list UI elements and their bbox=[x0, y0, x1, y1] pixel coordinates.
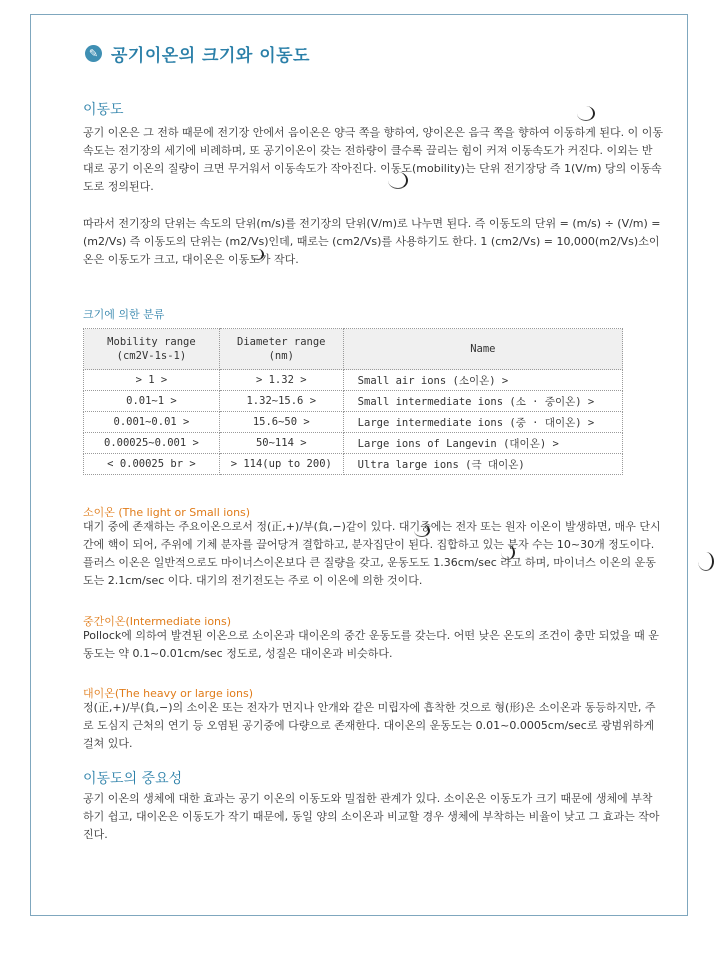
pen-circle-icon: ✎ bbox=[85, 45, 102, 62]
scribble-mark bbox=[414, 524, 430, 537]
cell-name: Small intermediate ions (소 · 중이온) > bbox=[343, 391, 622, 412]
cell-mobility: 0.00025~0.001 > bbox=[84, 433, 220, 454]
header-diameter-range: Diameter range (nm) bbox=[219, 329, 343, 370]
large-ions-text: 정(正,+)/부(負,−)의 소이온 또는 전자가 먼지나 안개와 같은 미립자에 흡착한 것으로 형(形)은 소이온과 동등하지만, 주로 도심지 근처의 연기 등 오염된 공기중에 다량으로 존재한다. 대이온의 운동도는 0.01~0.0005cm/sec로 광범위하게 걸쳐 있다. bbox=[83, 701, 656, 750]
mobility-paragraph-2: 따라서 전기장의 단위는 속도의 단위(m/s)를 전기장의 단위(V/m)로 나누면 된다. 즉 이동도의 단위 = (m/s) ÷ (V/m) = (m2/Vs) 즉 이동도의 단위는 (m2/Vs)인데, 때로는 (cm2/Vs)를 사용하기도 한다. 1 (cm2/Vs) = 10,000(m2/Vs)소이온은 이동도가 크고, 대이온은 이동도가 작다. bbox=[83, 217, 661, 266]
table-header-row bbox=[84, 329, 623, 370]
cell-diameter: > 1.32 > bbox=[219, 370, 343, 391]
page-title: 공기이온의 크기와 이동도 bbox=[111, 46, 310, 66]
cell-mobility: 0.001~0.01 > bbox=[84, 412, 220, 433]
cell-mobility: < 0.00025 br > bbox=[84, 454, 220, 475]
importance-section-title: 이동도의 중요성 bbox=[83, 771, 183, 787]
cell-diameter: 15.6~50 > bbox=[219, 412, 343, 433]
scribble-mark bbox=[577, 106, 595, 121]
small-ions-title: 소이온 (The light or Small ions) bbox=[83, 506, 251, 519]
importance-text: 공기 이온의 생체에 대한 효과는 공기 이온의 이동도와 밀접한 관계가 있다. 소이온은 이동도가 크기 때문에 생체에 부착하기 쉽고, 대이온은 이동도가 작기 때문에, 동일 양의 소이온과 비교할 경우 생체에 부착하는 비율이 낮고 그 효과는 작아진다. bbox=[83, 792, 660, 841]
header-mobility-range: Mobility range (cm2V-1s-1) bbox=[84, 329, 220, 370]
cell-name: Ultra large ions (극 대이온) bbox=[343, 454, 622, 475]
cell-mobility: > 1 > bbox=[84, 370, 220, 391]
table-row bbox=[84, 412, 623, 433]
page-heading bbox=[85, 41, 310, 66]
cell-diameter: 50~114 > bbox=[219, 433, 343, 454]
intermediate-ions-title: 중간이온(Intermediate ions) bbox=[83, 615, 232, 628]
table-caption: 크기에 의한 분류 bbox=[83, 308, 165, 321]
table-row bbox=[84, 454, 623, 475]
cell-diameter: 1.32~15.6 > bbox=[219, 391, 343, 412]
cell-diameter: > 114(up to 200) bbox=[219, 454, 343, 475]
mobility-section-title: 이동도 bbox=[83, 102, 124, 118]
cell-name: Large intermediate ions (중 · 대이온) > bbox=[343, 412, 622, 433]
table-row bbox=[84, 370, 623, 391]
header-name: Name bbox=[343, 329, 622, 370]
table-row bbox=[84, 391, 623, 412]
small-ions-text: 대기 중에 존재하는 주요이온으로서 정(正,+)/부(負,−)같이 있다. 대기중에는 전자 또는 원자 이온이 발생하면, 매우 단시간에 핵이 되어, 주위에 기체 분자를 끌어당겨 결합하고, 분자집단이 된다. 집합하고 있는 분자 수는 10~30개 정도이다. 플러스 이온은 일반적으로도 마이너스이온보다 큰 질량을 갖고, 운동도도 1.36cm/sec 라고 하며, 마이너스 이온의 운동도는 2.1cm/sec 이다. 대기의 전기전도는 주로 이 이온에 의한 것이다. bbox=[83, 520, 661, 587]
scribble-mark bbox=[501, 545, 515, 560]
scribble-mark bbox=[252, 249, 264, 260]
scribble-mark bbox=[388, 172, 408, 189]
cell-name: Small air ions (소이온) > bbox=[343, 370, 622, 391]
intermediate-ions-text: Pollock에 의하여 발견된 이온으로 소이온과 대이온의 중간 운동도를 갖는다. 어떤 낮은 온도의 조건이 충만 되었을 때 운동도는 약 0.1~0.01cm/sec 정도로, 성질은 대이온과 비슷하다. bbox=[83, 629, 659, 660]
cell-name: Large ions of Langevin (대이온) > bbox=[343, 433, 622, 454]
scribble-mark bbox=[698, 552, 714, 571]
cell-mobility: 0.01~1 > bbox=[84, 391, 220, 412]
ion-size-table bbox=[83, 328, 623, 475]
large-ions-title: 대이온(The heavy or large ions) bbox=[83, 687, 254, 700]
table-row bbox=[84, 433, 623, 454]
mobility-paragraph-1: 공기 이온은 그 전하 때문에 전기장 안에서 음이온은 양극 쪽을 향하여, 양이온은 음극 쪽을 향하여 이동하게 된다. 이 이동속도는 전기장의 세기에 비례하며, 또 공기이온이 갖는 전하량이 클수록 끌리는 힘이 커져 이동속도가 커진다. 이외는 반대로 공기 이온의 질량이 크면 무거워서 이동속도가 작아진다. 이동도(mobility)는 단위 전기장당 즉 1(V/m) 당의 이동속도로 정의된다. bbox=[83, 126, 663, 193]
